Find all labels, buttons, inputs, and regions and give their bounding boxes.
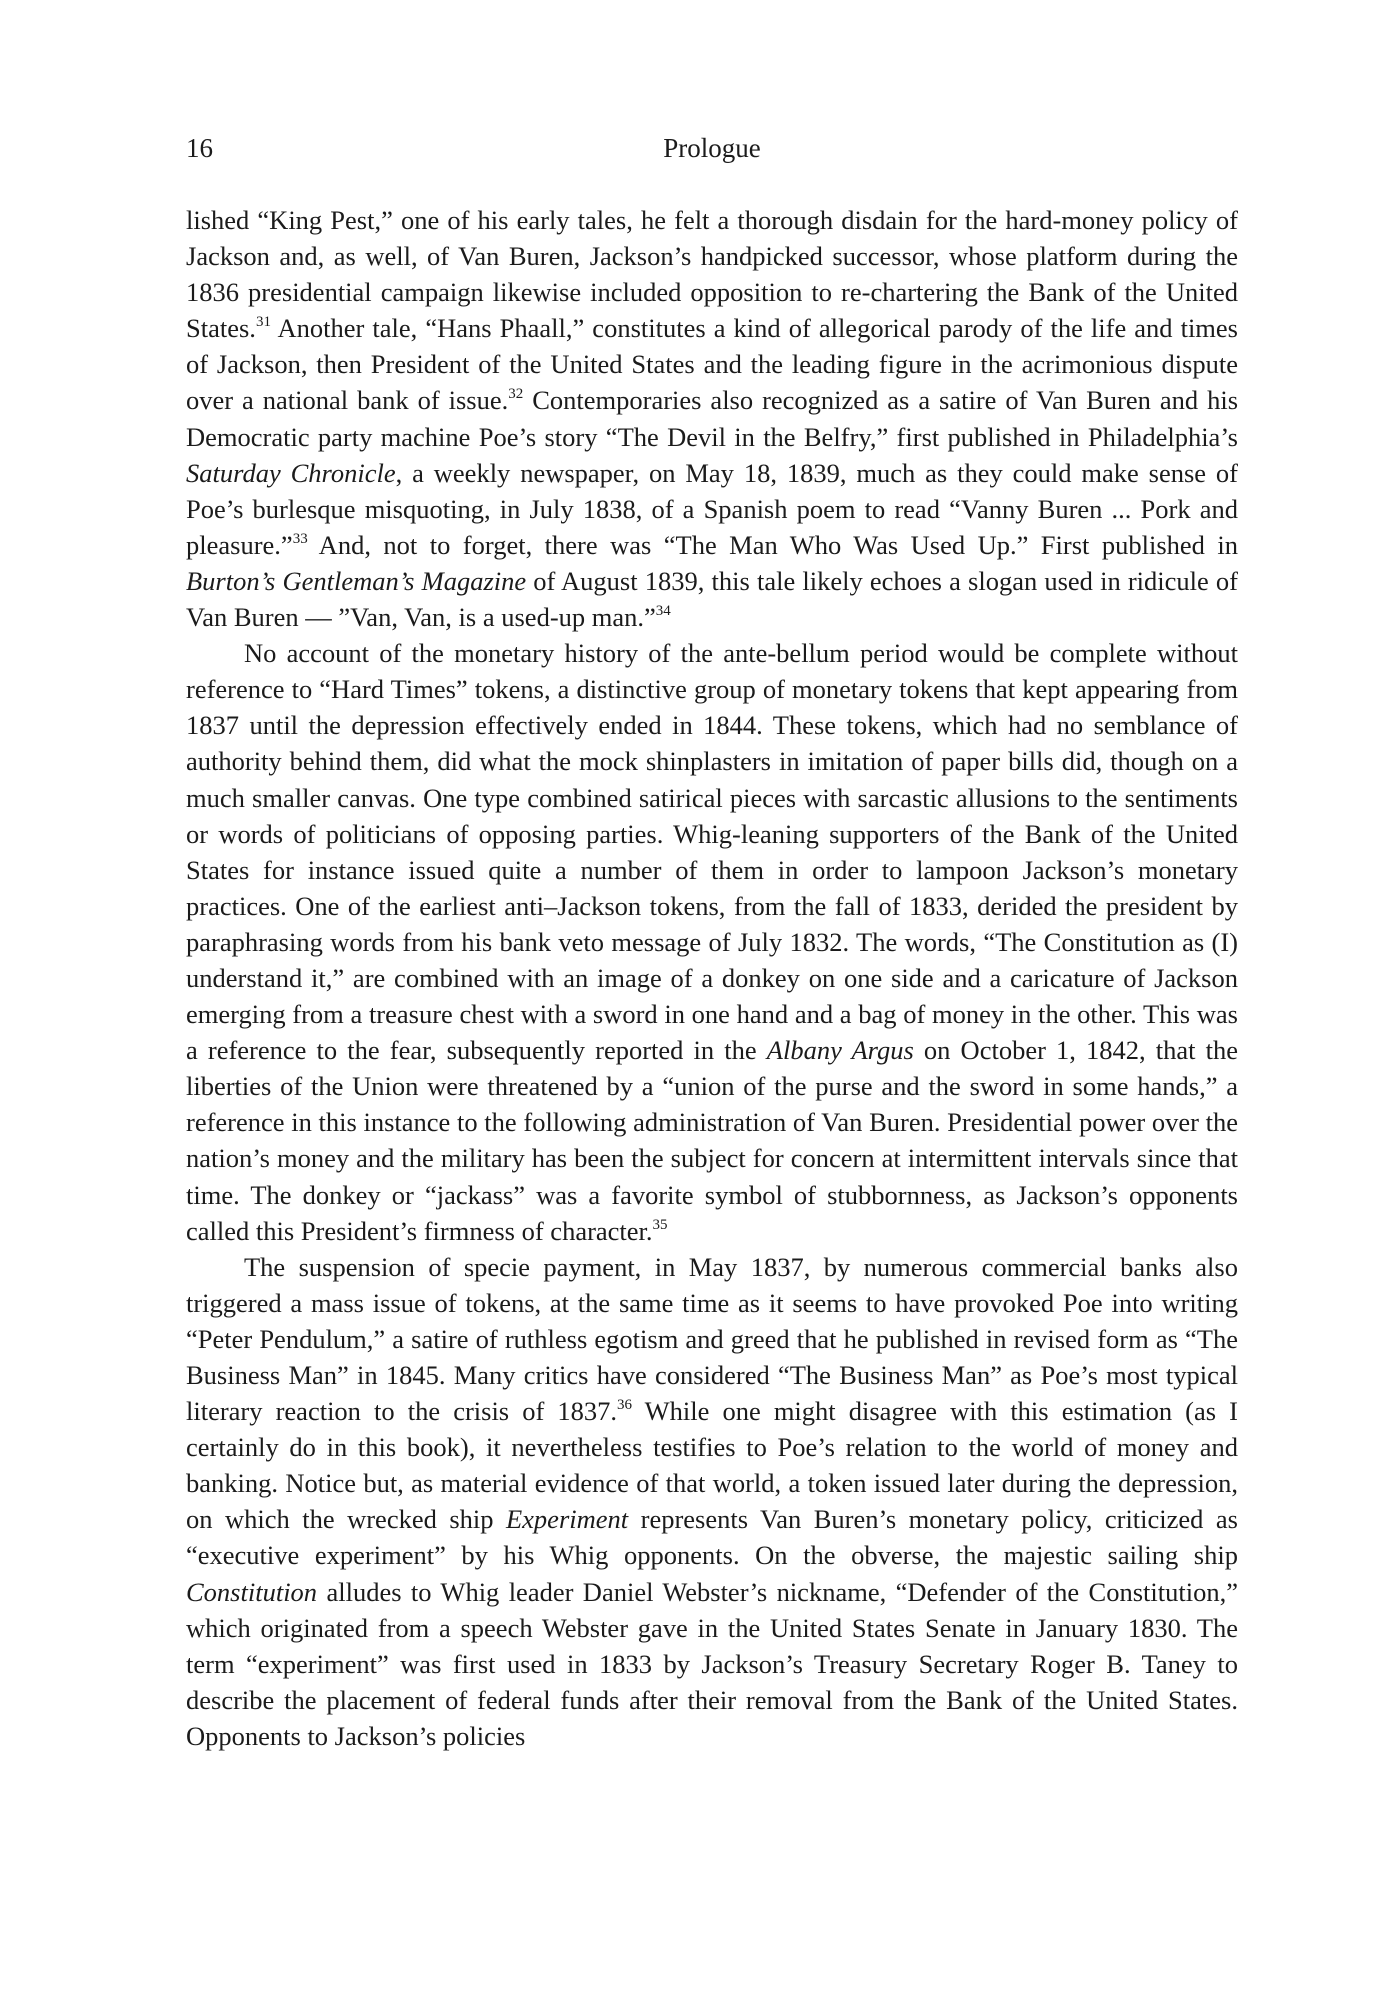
italic-title: Experiment (505, 1504, 629, 1535)
text-run: No account of the monetary history of the ante-bellum period would be complete without reference to “Hard Times” tokens, a distinctive group of monetary tokens that kept appearing from 1837 until the depression effectively ended in 1844. These tokens, which had no semblance of authority behind them, did what the mock shinplasters in imitation of paper bills did, though on a much smaller canvas. One type combined satirical pieces with sarcastic allusions to the sentiments or words of politicians of opposing parties. Whig-leaning supporters of the Bank of the United States for instance issued quite a number of them in order to lampoon Jackson’s monetary practices. One of the earliest anti–Jackson tokens, from the fall of 1833, derided the president by paraphrasing words from his bank veto message of July 1832. The words, “The Constitution as (I) understand it,” are combined with an image of a donkey on one side and a caricature of Jackson emerging from a treasure chest with a sword in one hand and a bag of money in the other. This was a reference to the fear, subsequently reported in the (186, 638, 1238, 1066)
footnote-ref: 31 (255, 314, 271, 331)
paragraph-2 (186, 635, 1238, 1249)
text-run: represents Van Buren’s monetary policy, criticized as “executive experiment” by his Whig opponents. On the obverse, the majestic sailing ship (186, 1504, 1238, 1571)
page-number: 16 (186, 133, 213, 163)
footnote-ref: 32 (508, 386, 524, 403)
footnote-ref: 34 (655, 603, 671, 620)
text-run: The suspension of specie payment, in May 1837, by numerous commercial banks also triggered a mass issue of tokens, at the same time as it seems to have provoked Poe into writing “Peter Pendulum,” a satire of ruthless egotism and greed that he published in revised form as “The Business Man” in 1845. Many critics have considered “The Business Man” as Poe’s most typical literary reaction to the crisis of 1837. (186, 1251, 1238, 1427)
text-run: And, not to forget, there was “The Man Who Was Used Up.” First published in (307, 529, 1238, 560)
text-run: lished “King Pest,” one of his early tales, he felt a thorough disdain for the hard-money policy of Jackson and, as well, of Van Buren, Jackson’s handpicked successor, whose platform during the 1836 presidential campaign likewise included opposition to re-chartering the Bank of the United States. (186, 205, 1238, 344)
body-text (186, 202, 1238, 1754)
text-run: of August 1839, this tale likely echoes a slogan used in ridicule of Van Buren — ”Van, Van, is a used-up man.” (186, 565, 1238, 633)
text-run: Another tale, “Hans Phaall,” constitutes a kind of allegorical parody of the life and times of Jackson, then President of the United States and the leading figure in the acrimonious dispute over a national bank of issue. (186, 313, 1238, 416)
footnote-ref: 33 (292, 530, 308, 547)
text-run: Contemporaries also recognized as a satire of Van Buren and his Democratic party machine Poe’s story “The Devil in the Belfry,” first published in Philadelphia’s (186, 385, 1239, 452)
italic-title: Albany Argus (766, 1035, 914, 1066)
running-title: Prologue (663, 133, 761, 163)
italic-title: Burton’s Gentleman’s Magazine (186, 565, 527, 596)
paragraph-3 (186, 1249, 1238, 1754)
italic-title: Saturday Chronicle (186, 457, 396, 488)
italic-title: Constitution (186, 1576, 318, 1607)
text-run: on October 1, 1842, that the liberties of the Union were threatened by a “union of the purse and the sword in some hands,” a reference in this instance to the following administration of Van Buren. Presidential power over the nation’s money and the military has been the subject for concern at intermittent intervals since that time. The donkey or “jackass” was a favorite symbol of stubbornness, as Jackson’s opponents called this President’s firmness of character. (186, 1035, 1238, 1246)
footnote-ref: 35 (652, 1216, 668, 1233)
running-head (186, 128, 1238, 168)
text-run: , a weekly newspaper, on May 18, 1839, much as they could make sense of Poe’s burlesque misquoting, in July 1838, of a Spanish poem to read “Vanny Buren ... Pork and pleasure.” (186, 457, 1238, 560)
footnote-ref: 36 (617, 1397, 633, 1414)
paragraph-1 (186, 202, 1238, 635)
text-run: alludes to Whig leader Daniel Webster’s nickname, “Defender of the Constitution,” which originated from a speech Webster gave in the United States Senate in January 1830. The term “experiment” was first used in 1833 by Jackson’s Treasury Secretary Roger B. Taney to describe the placement of federal funds after their removal from the Bank of the United States. Opponents to Jackson’s policies (186, 1576, 1238, 1751)
text-run: While one might disagree with this estimation (as I certainly do in this book), it nevertheless testifies to Poe’s relation to the world of money and banking. Notice but, as material evidence of that world, a token issued later during the depression, on which the wrecked ship (186, 1396, 1238, 1535)
